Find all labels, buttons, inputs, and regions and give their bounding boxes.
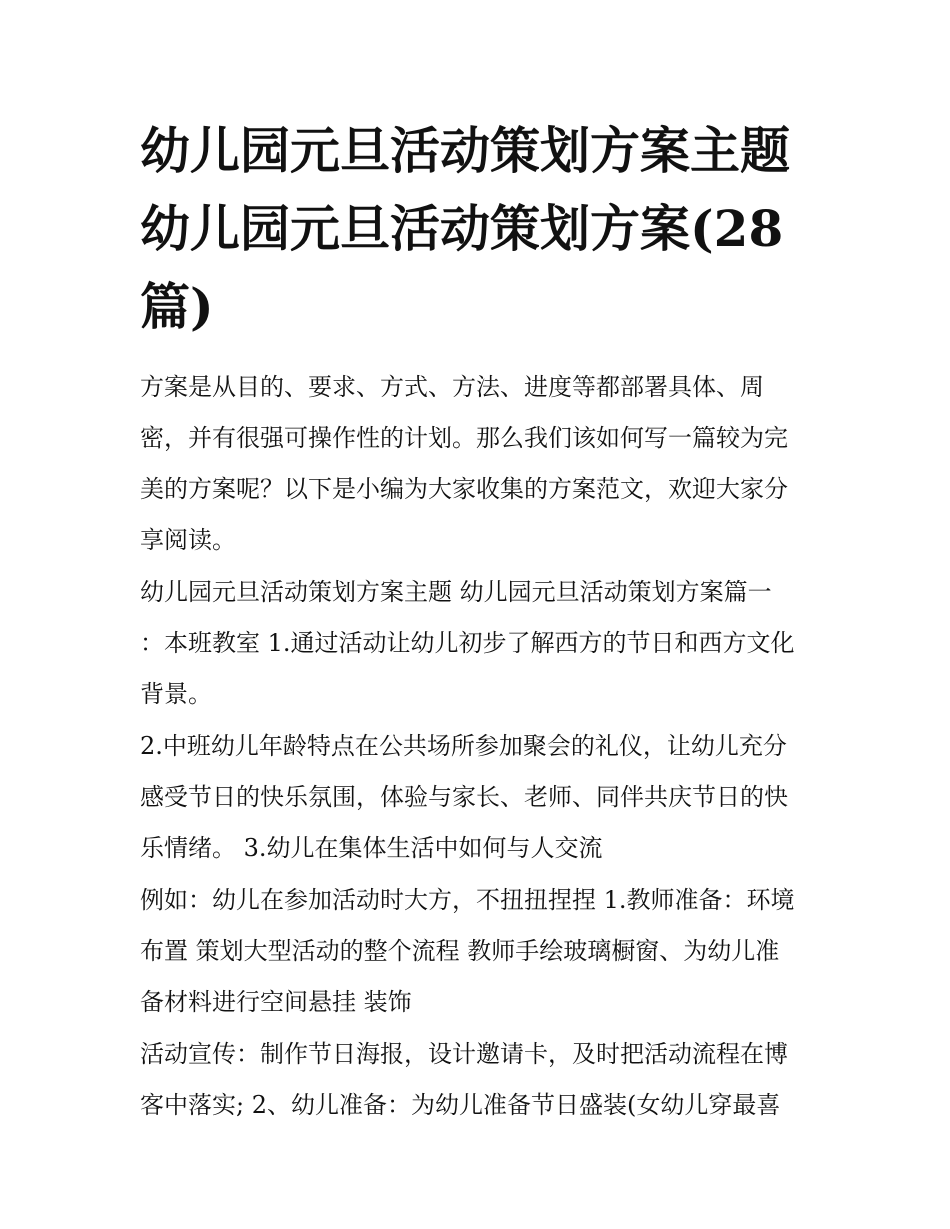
text-line: 例如：幼儿在参加活动时大方，不扭扭捏捏 1.教师准备：环境 [140,886,795,914]
title-line: 幼儿园元旦活动策划方案主题 [140,121,790,180]
text-line: 美的方案呢？以下是小编为大家收集的方案范文，欢迎大家分 [140,475,788,503]
text-line: 布置 策划大型活动的整个流程 教师手绘玻璃橱窗、为幼儿准 [140,937,780,965]
text-line: 幼儿园元旦活动策划方案主题 幼儿园元旦活动策划方案篇一 [140,578,772,606]
text-line: 客中落实; 2、幼儿准备：为幼儿准备节日盛装(女幼儿穿最喜 [140,1091,781,1119]
text-line: 感受节日的快乐氛围，体验与家长、老师、同伴共庆节日的快 [140,783,788,811]
text-line: 2.中班幼儿年龄特点在公共场所参加聚会的礼仪，让幼儿充分 [140,732,787,760]
text-line: 备材料进行空间悬挂 装饰 [140,988,412,1016]
document-title [140,112,820,346]
text-line: 享阅读。 [140,526,236,554]
paragraph-section-one [140,567,820,720]
paragraph-promotion [140,1029,820,1131]
paragraph-intro [140,362,820,566]
text-line: 密，并有很强可操作性的计划。那么我们该如何写一篇较为完 [140,424,788,452]
text-line: 背景。 [140,680,212,708]
text-line: ：本班教室 1.通过活动让幼儿初步了解西方的节日和西方文化 [140,629,795,657]
title-line: 篇) [140,277,214,336]
paragraph-goal-two [140,721,820,874]
text-line: 乐情绪。 3.幼儿在集体生活中如何与人交流 [140,834,603,862]
title-line: 幼儿园元旦活动策划方案(28 [140,199,784,258]
paragraph-preparation [140,875,820,1028]
text-line: 活动宣传：制作节日海报，设计邀请卡，及时把活动流程在博 [140,1040,788,1068]
document-page [140,112,820,1131]
text-line: 方案是从目的、要求、方式、方法、进度等都部署具体、周 [140,373,764,401]
